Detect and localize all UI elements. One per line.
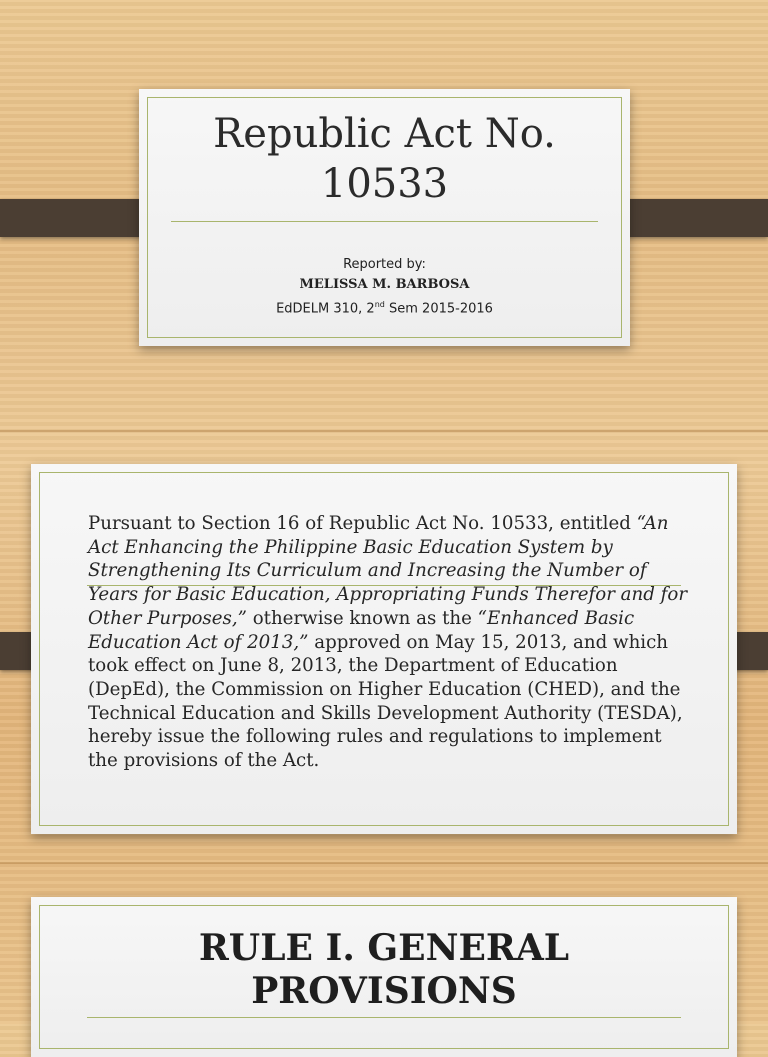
body-text-3: approved on May 15, 2013, and which took effect on June 8, 2013, the Department of Education (DepEd), the Commission on Higher Education (CHED), and the Technical Education and Skills Development Authority (TESDA), hereby issue the following rules and regulations to implement the provisions of the Act.	[88, 631, 683, 772]
section-divider	[87, 1017, 681, 1018]
act-short-title: “Enhanced Basic Education Act of 2013,”	[88, 607, 635, 653]
slide-tab-left	[0, 199, 156, 237]
course-prefix: EdDELM 310, 2	[276, 301, 375, 317]
act-full-title: “An Act Enhancing the Philippine Basic Education System by Strengthening Its Curriculum and Increasing the Number of Years for Basic Education, Appropriating Funds Therefor and for Other Purposes,”	[88, 513, 688, 629]
section-title	[31, 927, 737, 1013]
title-line-2: 10533	[320, 161, 449, 207]
reported-by-label: Reported by:	[343, 257, 426, 272]
reporter-block	[139, 255, 630, 319]
wood-grain-line	[0, 862, 768, 864]
slide-tab-right	[613, 199, 768, 237]
course-suffix: Sem 2015-2016	[384, 301, 493, 317]
course-info	[139, 295, 630, 319]
title-line-1: Republic Act No.	[213, 111, 556, 157]
slide-body-text	[88, 512, 697, 773]
section-title-line-2: PROVISIONS	[251, 970, 517, 1012]
body-text-2: otherwise known as the	[246, 607, 478, 629]
content-slide[interactable]	[31, 464, 737, 834]
body-text-1: Pursuant to Section 16 of Republic Act No. 10533, entitled	[88, 513, 637, 534]
title-slide[interactable]	[139, 89, 630, 346]
wood-grain-line	[0, 430, 768, 432]
slide-title	[139, 109, 630, 209]
section-slide[interactable]	[31, 897, 737, 1057]
title-divider	[171, 221, 598, 222]
section-title-line-1: RULE I. GENERAL	[198, 927, 570, 969]
course-sup: nd	[374, 300, 385, 309]
reporter-name: MELISSA M. BARBOSA	[299, 277, 470, 292]
